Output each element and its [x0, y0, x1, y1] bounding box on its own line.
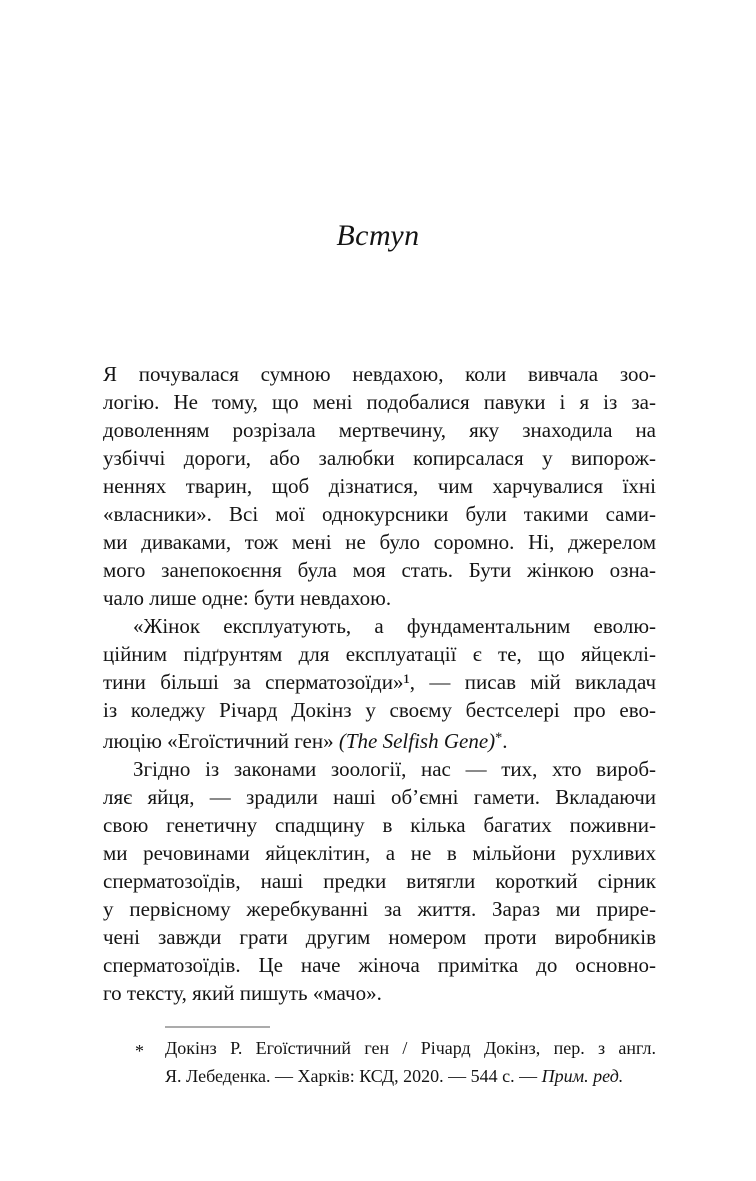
text-segment: у первісному жеребкуванні за життя. Зараз ми прире- [103, 896, 656, 921]
text-line [165, 1063, 656, 1091]
text-segment: узбіччі дороги, або залюбки копирсалася у випорож- [103, 446, 656, 470]
footnote [103, 1026, 656, 1091]
text-line [103, 668, 656, 696]
text-segment: неннях тварин, щоб дізнатися, чим харчувалися їхні [103, 474, 656, 498]
text-segment: Я. Лебеденка. — Харків: КСД, 2020. — 544 с. — [165, 1066, 542, 1086]
body-text [103, 360, 656, 1007]
text-line [103, 951, 656, 979]
text-segment: . [502, 728, 508, 753]
text-segment: ми диваками, тож мені не було соромно. Ні, джерелом [103, 530, 656, 554]
text-line [103, 895, 656, 923]
footnote-text [165, 1035, 656, 1091]
text-line [103, 416, 656, 444]
text-line [103, 584, 656, 612]
text-segment: го тексту, який пишуть «мачо». [103, 980, 382, 1005]
text-segment: Я почувалася сумною невдахою, коли вивчала зоо- [103, 362, 656, 386]
text-line [103, 640, 656, 668]
text-line [103, 360, 656, 388]
text-segment: логію. Не тому, що мені подобалися павуки і я із за- [103, 390, 656, 414]
text-segment: «власники». Всі мої однокурсники були такими сами- [103, 502, 656, 526]
text-segment: сперматозоїдів. Це наче жіноча примітка до основно- [103, 952, 656, 977]
text-segment: ми речовинами яйцеклітин, а не в мільйони рухливих [103, 840, 656, 865]
footnote-rule [165, 1026, 270, 1028]
text-line [103, 811, 656, 839]
text-line [103, 472, 656, 500]
page-title: Вступ [336, 219, 420, 252]
text-segment: сперматозоїдів, наші предки витягли короткий сірник [103, 868, 656, 893]
text-line [103, 528, 656, 556]
footnote-reference: * [495, 730, 503, 746]
text-line [103, 755, 656, 783]
text-line [103, 556, 656, 584]
text-segment: свою генетичну спадщину в кілька багатих поживни- [103, 812, 656, 837]
text-line [103, 444, 656, 472]
text-segment: доволенням розрізала мертвечину, яку знаходила на [103, 418, 656, 442]
text-segment: чені завжди грати другим номером проти виробників [103, 924, 656, 949]
text-line [103, 979, 656, 1007]
text-segment: із коледжу Річард Докінз у своєму бестселері про ево- [103, 698, 656, 722]
text-line [103, 839, 656, 867]
text-segment: тини більші за сперматозоїди»¹, — писав мій викладач [103, 670, 656, 694]
paragraph [103, 612, 656, 755]
paragraph [103, 360, 656, 612]
text-segment: ційним підґрунтям для експлуатації є те, що яйцеклі- [103, 642, 656, 666]
italic-text: Прим. ред. [541, 1066, 624, 1086]
text-segment: ляє яйця, — зрадили наші об’ємні гамети. Вкладаючи [103, 784, 656, 809]
text-line [103, 500, 656, 528]
italic-text: (The Selfish Gene) [338, 728, 496, 753]
footnote-marker: * [135, 1041, 144, 1061]
text-line [103, 388, 656, 416]
text-line [103, 696, 656, 724]
text-line [103, 923, 656, 951]
paragraph [103, 755, 656, 1007]
text-segment: «Жінок експлуатують, а фундаментальним еволю- [133, 614, 656, 638]
text-line [103, 612, 656, 640]
text-line [103, 783, 656, 811]
text-line [165, 1035, 656, 1063]
text-segment: Згідно із законами зоології, нас — тих, хто вироб- [133, 756, 656, 781]
text-segment: люцію «Егоїстичний ген» [103, 728, 339, 753]
text-segment: Докінз Р. Егоїстичний ген / Річард Докінз, пер. з англ. [165, 1038, 656, 1058]
text-line [103, 867, 656, 895]
text-segment: мого занепокоєння була моя стать. Бути жінкою озна- [103, 558, 656, 582]
text-line [103, 724, 656, 755]
text-segment: чало лише одне: бути невдахою. [103, 586, 392, 610]
